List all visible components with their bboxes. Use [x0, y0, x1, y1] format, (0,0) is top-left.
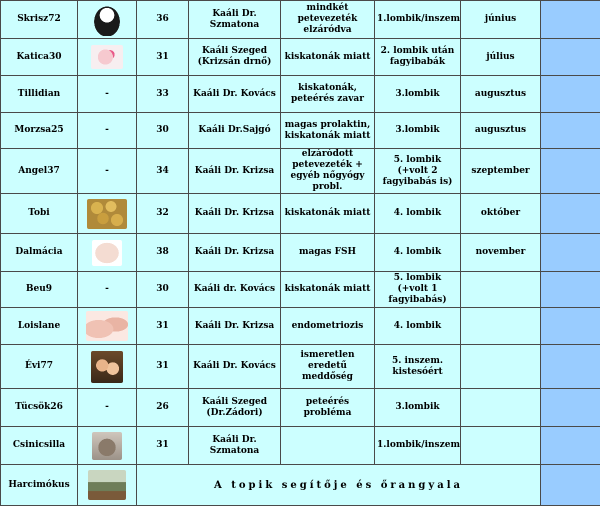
member-reason: peteérés probléma — [281, 389, 375, 427]
member-month — [461, 389, 541, 427]
footer-text: A topik segítője és őrangyala — [137, 465, 541, 506]
blue-column-cell — [541, 76, 600, 113]
member-age: 32 — [137, 194, 189, 234]
blue-column-cell — [541, 194, 600, 234]
member-name[interactable]: Skrisz72 — [1, 1, 78, 39]
blue-column-cell — [541, 39, 600, 76]
member-reason — [281, 427, 375, 465]
member-name[interactable]: Csinicsilla — [1, 427, 78, 465]
member-month: július — [461, 39, 541, 76]
member-attempt: 3.lombik — [375, 76, 461, 113]
member-reason: elzáródott petevezeték + egyéb nőgyógy probl. — [281, 149, 375, 194]
blue-column-cell — [541, 389, 600, 427]
member-name[interactable]: Angel37 — [1, 149, 78, 194]
avatar-cell — [78, 194, 137, 234]
table-row — [1, 76, 600, 113]
avatar-cell — [78, 308, 137, 345]
avatar-cell: - — [78, 389, 137, 427]
member-reason: kiskatonák, peteérés zavar — [281, 76, 375, 113]
member-clinic: Kaáli Dr. Kovács — [189, 76, 281, 113]
cat-avatar — [92, 432, 122, 460]
avatar-cell: - — [78, 149, 137, 194]
member-month — [461, 345, 541, 389]
member-reason: ismeretlen eredetű meddőség — [281, 345, 375, 389]
member-reason: magas FSH — [281, 234, 375, 272]
member-reason: kiskatonák miatt — [281, 39, 375, 76]
member-clinic: Kaáli dr. Kovács — [189, 272, 281, 308]
member-attempt: 1.lombik/inszem — [375, 1, 461, 39]
member-month — [461, 308, 541, 345]
member-month: augusztus — [461, 76, 541, 113]
blue-column-cell — [541, 113, 600, 149]
member-name[interactable]: Beu9 — [1, 272, 78, 308]
couple-avatar — [91, 351, 123, 383]
footer-row — [1, 465, 600, 506]
member-clinic: Kaáli Dr. Kovács — [189, 345, 281, 389]
blue-column-cell — [541, 345, 600, 389]
member-age: 38 — [137, 234, 189, 272]
member-attempt: 3.lombik — [375, 389, 461, 427]
member-clinic: Kaáli Szeged (Krizsán drnő) — [189, 39, 281, 76]
blue-column-cell — [541, 308, 600, 345]
avatar-cell — [78, 465, 137, 506]
avatar-cell — [78, 427, 137, 465]
member-name[interactable]: Tillidian — [1, 76, 78, 113]
table-row — [1, 272, 600, 308]
avatar-cell — [78, 39, 137, 76]
footer-name[interactable]: Harcimókus — [1, 465, 78, 506]
member-month: szeptember — [461, 149, 541, 194]
avatar-cell: - — [78, 76, 137, 113]
blue-column-cell — [541, 1, 600, 39]
table-row — [1, 427, 600, 465]
member-age: 34 — [137, 149, 189, 194]
table-row — [1, 389, 600, 427]
member-name[interactable]: Loislane — [1, 308, 78, 345]
member-month — [461, 427, 541, 465]
member-name[interactable]: Évi77 — [1, 345, 78, 389]
member-attempt: 5. lombik (+volt 1 fagyibabás) — [375, 272, 461, 308]
member-reason: endometriozis — [281, 308, 375, 345]
table-row — [1, 39, 600, 76]
member-attempt: 5. lombik (+volt 2 fagyibabás is) — [375, 149, 461, 194]
avatar-cell — [78, 345, 137, 389]
table-row — [1, 149, 600, 194]
member-clinic: Kaáli Dr. Krizsa — [189, 149, 281, 194]
member-age: 30 — [137, 113, 189, 149]
potato-avatar — [87, 199, 127, 229]
blue-column-cell — [541, 465, 600, 506]
member-attempt: 5. inszem. kistesóért — [375, 345, 461, 389]
member-attempt: 4. lombik — [375, 308, 461, 345]
member-name[interactable]: Tücsök26 — [1, 389, 78, 427]
member-reason: kiskatonák miatt — [281, 194, 375, 234]
member-attempt: 2. lombik után fagyibabák — [375, 39, 461, 76]
table-row — [1, 1, 600, 39]
member-reason: mindkét petevezeték elzáródva — [281, 1, 375, 39]
member-clinic: Kaáli Dr. Szmatona — [189, 427, 281, 465]
infant-avatar — [92, 240, 122, 266]
member-age: 31 — [137, 427, 189, 465]
avatar-cell: - — [78, 272, 137, 308]
member-clinic: Kaáli Dr. Krizsa — [189, 308, 281, 345]
baby-face-avatar — [86, 311, 128, 341]
member-month: június — [461, 1, 541, 39]
member-age: 31 — [137, 308, 189, 345]
avatar-cell — [78, 234, 137, 272]
member-age: 31 — [137, 345, 189, 389]
member-age: 30 — [137, 272, 189, 308]
member-clinic: Kaáli Szeged (Dr.Zádori) — [189, 389, 281, 427]
table-row — [1, 308, 600, 345]
member-name[interactable]: Dalmácia — [1, 234, 78, 272]
blue-column-cell — [541, 234, 600, 272]
member-clinic: Kaáli Dr.Sajgó — [189, 113, 281, 149]
member-name[interactable]: Katica30 — [1, 39, 78, 76]
member-attempt: 4. lombik — [375, 234, 461, 272]
member-name[interactable]: Tobi — [1, 194, 78, 234]
member-attempt: 4. lombik — [375, 194, 461, 234]
table-row — [1, 194, 600, 234]
member-age: 26 — [137, 389, 189, 427]
member-clinic: Kaáli Dr. Szmatona — [189, 1, 281, 39]
member-reason: kiskatonák miatt — [281, 272, 375, 308]
table-row — [1, 113, 600, 149]
member-clinic: Kaáli Dr. Krizsa — [189, 194, 281, 234]
baby-avatar — [91, 45, 123, 69]
member-age: 31 — [137, 39, 189, 76]
scene-avatar — [88, 470, 126, 500]
member-name[interactable]: Morzsa25 — [1, 113, 78, 149]
member-attempt: 3.lombik — [375, 113, 461, 149]
blue-column-cell — [541, 427, 600, 465]
blue-column-cell — [541, 272, 600, 308]
avatar-cell: - — [78, 113, 137, 149]
member-attempt: 1.lombik/inszem — [375, 427, 461, 465]
member-month — [461, 272, 541, 308]
member-month: augusztus — [461, 113, 541, 149]
member-age: 33 — [137, 76, 189, 113]
member-month: november — [461, 234, 541, 272]
blue-column-cell — [541, 149, 600, 194]
member-age: 36 — [137, 1, 189, 39]
member-clinic: Kaáli Dr. Krizsa — [189, 234, 281, 272]
avatar-cell — [78, 1, 137, 39]
table-row — [1, 234, 600, 272]
penguin-avatar — [92, 4, 122, 36]
member-reason: magas prolaktin, kiskatonák miatt — [281, 113, 375, 149]
table-row — [1, 345, 600, 389]
member-month: október — [461, 194, 541, 234]
